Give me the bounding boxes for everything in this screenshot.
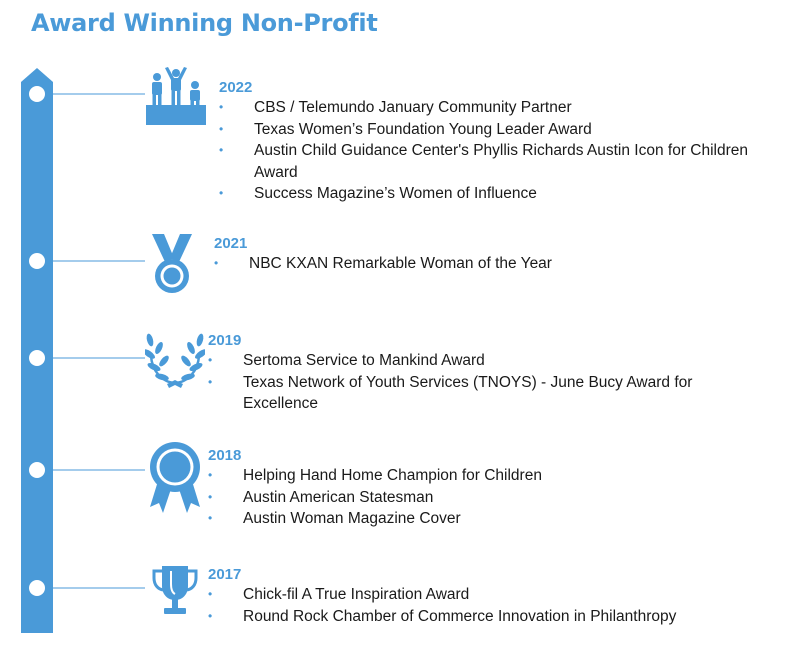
awards-list-2017 (208, 584, 768, 627)
year-2021: 2021 (214, 235, 248, 252)
awards-list-2018 (208, 465, 768, 530)
timeline-bar (21, 68, 53, 633)
list-item: • Texas Network of Youth Services (TNOYS) - June Bucy Award for Excellence (208, 372, 728, 415)
timeline-node-2019 (29, 350, 145, 366)
timeline-node-2022 (29, 86, 145, 102)
list-item: • Round Rock Chamber of Commerce Innovation in Philanthropy (208, 606, 768, 628)
list-item: • Austin Child Guidance Center's Phyllis Richards Austin Icon for Children Award (219, 140, 779, 183)
year-2022: 2022 (219, 79, 253, 96)
page-title: Award Winning Non-Profit (31, 9, 378, 37)
list-item: • Chick-fil A True Inspiration Award (208, 584, 768, 606)
list-item: • CBS / Telemundo January Community Partner (219, 97, 779, 119)
laurel-wreath-icon (145, 330, 205, 390)
medal-icon (149, 232, 195, 296)
year-2019: 2019 (208, 332, 242, 349)
list-item: • Austin American Statesman (208, 487, 768, 509)
awards-list-2022 (219, 97, 779, 205)
list-item: • Helping Hand Home Champion for Children (208, 465, 768, 487)
award-ribbon-icon (146, 441, 204, 517)
list-item: • Success Magazine’s Women of Influence (219, 183, 779, 205)
timeline-node-2021 (29, 253, 145, 269)
awards-list-2021 (214, 253, 774, 275)
year-2018: 2018 (208, 447, 242, 464)
list-item: • Sertoma Service to Mankind Award (208, 350, 728, 372)
list-item: • Austin Woman Magazine Cover (208, 508, 768, 530)
list-item: • Texas Women’s Foundation Young Leader Award (219, 119, 779, 141)
year-2017: 2017 (208, 566, 242, 583)
timeline-node-2018 (29, 462, 145, 478)
podium-icon (144, 67, 208, 127)
timeline-node-2017 (29, 580, 145, 596)
awards-list-2019 (208, 350, 728, 415)
list-item: • NBC KXAN Remarkable Woman of the Year (214, 253, 774, 275)
trophy-icon (149, 562, 201, 618)
